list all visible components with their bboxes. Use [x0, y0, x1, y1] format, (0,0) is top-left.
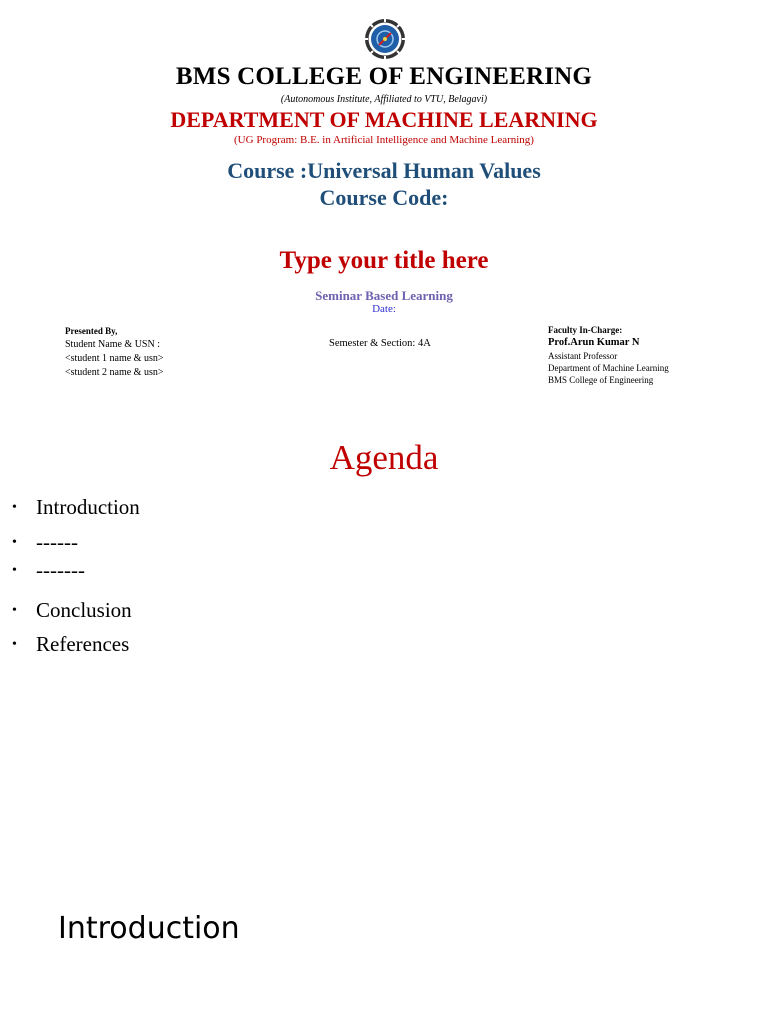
faculty-role: Assistant Professor	[548, 351, 618, 361]
presentation-title: Type your title here	[279, 247, 489, 274]
affiliation-text: (Autonomous Institute, Affiliated to VTU, Belagavi)	[280, 94, 488, 105]
bullet-icon: •	[12, 602, 17, 618]
program-text: (UG Program: B.E. in Artificial Intelligence and Machine Learning)	[234, 134, 534, 146]
bullet-icon: •	[12, 562, 17, 578]
date-label: Date:	[372, 303, 396, 315]
student-2-placeholder: <student 2 name & usn>	[65, 367, 164, 378]
agenda-item-label: -------	[36, 558, 85, 582]
student-1-placeholder: <student 1 name & usn>	[65, 353, 164, 364]
faculty-name: Prof.Arun Kumar N	[548, 337, 640, 348]
agenda-item-label: ------	[36, 530, 78, 554]
course-name: Course :Universal Human Values	[227, 158, 541, 183]
semester-section: Semester & Section: 4A	[329, 338, 431, 349]
seminar-label: Seminar Based Learning	[315, 288, 453, 303]
agenda-item-label: Conclusion	[36, 598, 132, 622]
agenda-item	[12, 495, 140, 520]
course-code: Course Code:	[319, 185, 449, 210]
agenda-item	[12, 530, 78, 555]
presented-by-heading: Presented By,	[65, 326, 118, 336]
faculty-college: BMS College of Engineering	[548, 375, 654, 385]
college-emblem-icon	[364, 18, 406, 60]
agenda-item-label: References	[36, 632, 130, 656]
bullet-icon: •	[12, 499, 17, 515]
agenda-item	[12, 598, 132, 623]
faculty-department: Department of Machine Learning	[548, 363, 669, 373]
college-name: BMS COLLEGE OF ENGINEERING	[175, 63, 593, 90]
faculty-heading: Faculty In-Charge:	[548, 325, 623, 335]
faculty-block	[548, 324, 669, 386]
presented-by-block	[65, 324, 164, 380]
agenda-item	[12, 558, 85, 583]
agenda-item-label: Introduction	[36, 495, 140, 519]
introduction-heading: Introduction	[58, 911, 240, 946]
department-name: DEPARTMENT OF MACHINE LEARNING	[170, 107, 598, 132]
bullet-icon: •	[12, 534, 17, 550]
agenda-title: Agenda	[329, 438, 439, 477]
bullet-icon: •	[12, 636, 17, 652]
student-name-label: Student Name & USN :	[65, 339, 160, 350]
agenda-item	[12, 632, 129, 657]
